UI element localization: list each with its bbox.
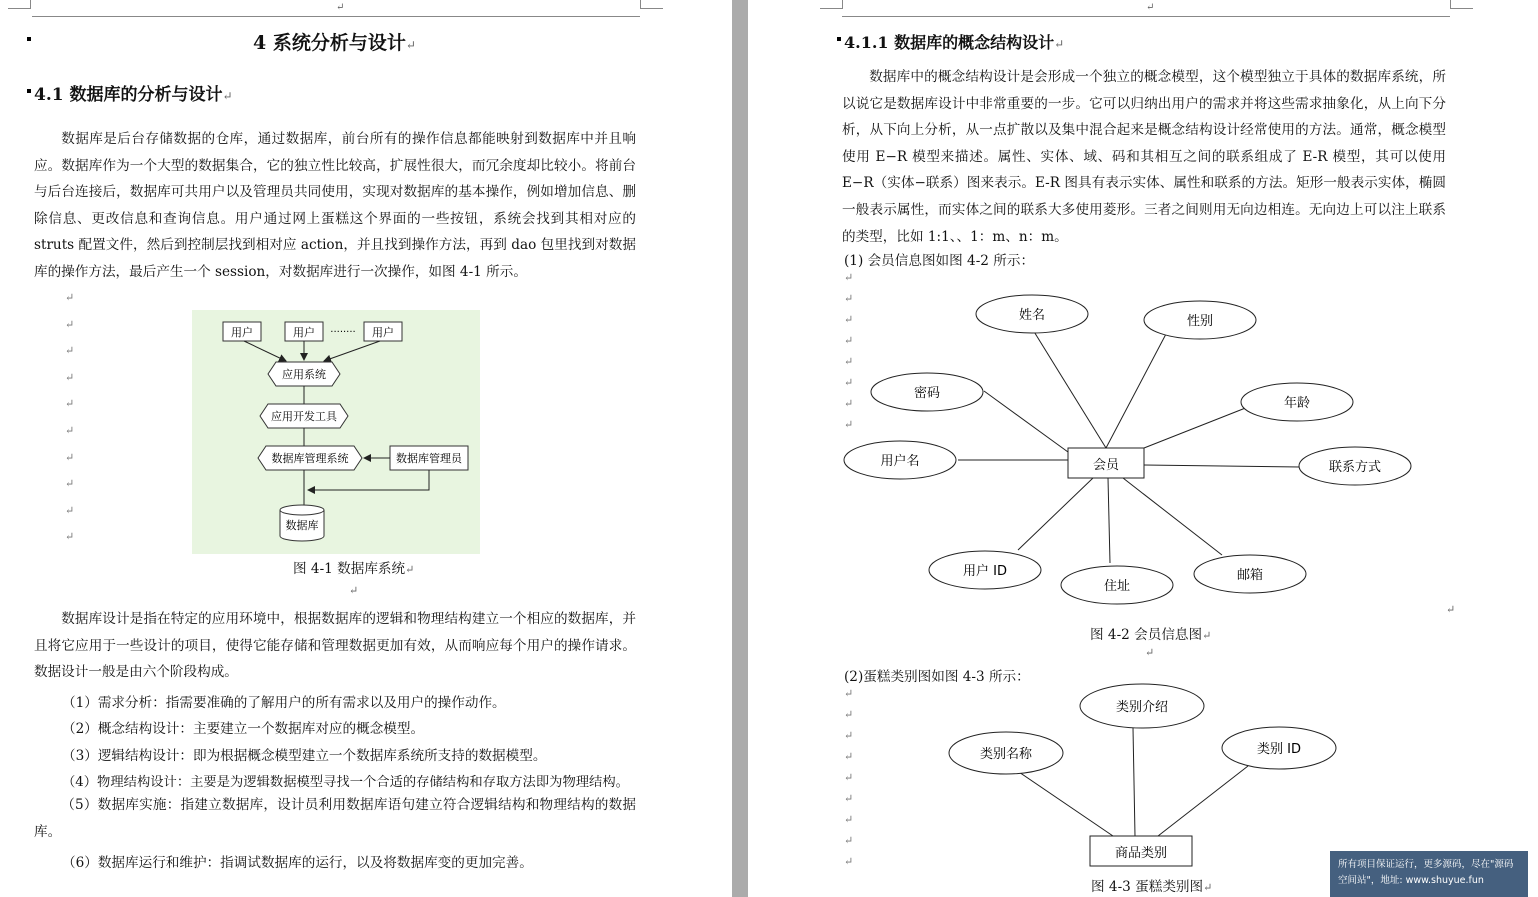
- attr-contact: [1299, 447, 1411, 485]
- margin-corner-mark: [8, 0, 31, 9]
- margin-corner-mark: [820, 0, 843, 9]
- svg-text:类别介绍: 类别介绍: [1115, 700, 1169, 715]
- er-edges: [958, 330, 1300, 563]
- paragraph-mark: ↵: [1145, 646, 1155, 659]
- heading-bullet: [27, 89, 31, 93]
- attr-gender: [1144, 301, 1256, 339]
- svg-text:年龄: 年龄: [1283, 396, 1311, 411]
- watermark-line-2: 空间站"，地址: www.shuyue.fun: [1338, 875, 1484, 886]
- svg-text:用户: 用户: [231, 326, 253, 339]
- svg-text:数据库管理系统: 数据库管理系统: [271, 452, 349, 465]
- svg-text:应用开发工具: 应用开发工具: [271, 410, 337, 423]
- document-page-right: [748, 0, 1538, 897]
- er-edge: [1144, 407, 1248, 448]
- attr-age: [1241, 383, 1353, 421]
- paragraph-mark: ↵: [336, 2, 345, 13]
- figure-background: [192, 310, 480, 554]
- svg-text:类别 ID: 类别 ID: [1257, 742, 1301, 757]
- svg-text:用户 ID: 用户 ID: [963, 564, 1007, 579]
- app-system-node: [268, 362, 340, 386]
- design-step: （2）概念结构设计：主要建立一个数据库对应的概念模型。: [62, 721, 425, 737]
- er-edge: [1123, 478, 1222, 555]
- svg-text:用户名: 用户名: [880, 454, 920, 469]
- list-item: (2)蛋糕类别图如图 4-3 所示：: [844, 669, 1030, 685]
- svg-text:住址: 住址: [1103, 579, 1131, 594]
- er-edge: [1158, 766, 1248, 836]
- svg-text:应用系统: 应用系统: [282, 368, 326, 381]
- attr-user-id: [929, 551, 1041, 589]
- list-item: (1) 会员信息图如图 4-2 所示：: [844, 253, 1035, 269]
- svg-text:姓名: 姓名: [1018, 308, 1046, 323]
- member-entity: [1068, 448, 1144, 478]
- paragraph-mark: ↵: [349, 584, 359, 597]
- svg-text:数据库: 数据库: [285, 519, 319, 532]
- svg-text:用户: 用户: [372, 326, 394, 339]
- document-page-left: [0, 0, 732, 897]
- dbms-node: [258, 446, 362, 470]
- member-er-diagram: [748, 280, 1538, 610]
- design-step: （3）逻辑结构设计：即为根据概念模型建立一个数据库系统所支持的数据模型。: [62, 748, 547, 764]
- er-edge: [1033, 330, 1106, 448]
- er-edge: [1106, 334, 1166, 448]
- attr-category-intro: [1080, 684, 1204, 728]
- svg-text:会员: 会员: [1092, 458, 1120, 473]
- user-box-3: [364, 322, 402, 341]
- attr-username: [844, 441, 956, 479]
- er-edge: [984, 391, 1068, 452]
- chapter-title: 4 系统分析与设计↵: [253, 32, 416, 54]
- category-er-diagram: [748, 680, 1538, 870]
- figure-caption: 图 4-1 数据库系统↵: [293, 561, 415, 577]
- empty-paragraph-marks: ↵ ↵ ↵ ↵ ↵ ↵ ↵ ↵: [844, 271, 854, 431]
- ellipsis-dots: ········: [330, 327, 356, 338]
- margin-corner-mark: [640, 0, 663, 9]
- user-box-1: [223, 322, 261, 341]
- database-system-figure: [192, 310, 480, 554]
- subsection-title: 4.1.1 数据库的概念结构设计↵: [844, 33, 1065, 52]
- attr-category-id: [1222, 727, 1336, 769]
- empty-paragraph-marks: ↵ ↵ ↵ ↵ ↵ ↵ ↵ ↵ ↵: [844, 687, 854, 868]
- attr-email: [1194, 555, 1306, 593]
- svg-text:联系方式: 联系方式: [1328, 460, 1382, 475]
- svg-text:密码: 密码: [913, 386, 941, 401]
- paragraph-mark: ↵: [1446, 603, 1456, 616]
- svg-text:商品类别: 商品类别: [1114, 846, 1168, 861]
- er-edge: [1018, 478, 1093, 550]
- margin-corner-mark: [1450, 0, 1473, 9]
- database-cylinder: [280, 505, 324, 541]
- body-paragraph: 数据库中的概念结构设计是会形成一个独立的概念模型，这个模型独立于具体的数据库系统，所以说它是数据库设计中非常重要的一步。它可以归纳出用户的需求并将这些需求抽象化，从上向下分析，从下向上分析，从一点扩散以及集中混合起来是概念结构设计经常使用的方法。通常，概念模型使用 E−R 模型来描述。属性、实体、域、码和其相互之间的联系组成了 E-R 模型，其可以使用 E−R（实体−联系）图来表示。E-R 图具有表示实体、属性和联系的方法。矩形一般表示实体，椭圆一般表示属性，而实体之间的联系大多使用菱形。三者之间则用无向边相连。无向边上可以注上联系的类型，比如 1:1、、1：m、n：m。: [842, 69, 1446, 245]
- svg-text:用户: 用户: [293, 326, 315, 339]
- attr-name: [976, 295, 1088, 333]
- er-edge: [1016, 770, 1113, 836]
- watermark-banner: [1330, 851, 1528, 897]
- attr-address: [1061, 566, 1173, 604]
- dev-tool-node: [260, 404, 348, 428]
- er-edge: [1133, 728, 1135, 836]
- design-step: （6）数据库运行和维护：指调试数据库的运行，以及将数据库变的更加完善。: [62, 855, 533, 871]
- section-title: 4.1 数据库的分析与设计↵: [34, 85, 233, 105]
- body-paragraph: 数据库设计是指在特定的应用环境中，根据数据库的逻辑和物理结构建立一个相应的数据库，并且将它应用于一些设计的项目，使得它能存储和管理数据更加有效，从而响应每个用户的操作请求。数据设计一般是由六个阶段构成。: [34, 611, 636, 681]
- er-edge: [1108, 478, 1110, 563]
- body-paragraph: 数据库是后台存储数据的仓库，通过数据库，前台所有的操作信息都能映射到数据库中并且响应。数据库作为一个大型的数据集合，它的独立性比较高，扩展性很大，而冗余度却比较小。将前台与后台连接后，数据库可共用户以及管理员共同使用，实现对数据库的基本操作，例如增加信息、删除信息、更改信息和查询信息。用户通过网上蛋糕这个界面的一些按钮，系统会找到其相对应的 struts 配置文件，然后到控制层找到相对应 action，并且找到操作方法，再到 dao 包里找到对数据库的操作方法，最后产生一个 session，对数据库进行一次操作，如图 4-1 所示。: [34, 131, 636, 280]
- header-rule: [32, 16, 640, 17]
- empty-paragraph-marks: ↵ ↵ ↵ ↵ ↵ ↵ ↵ ↵ ↵ ↵: [65, 291, 75, 544]
- er-edge: [1144, 465, 1300, 467]
- svg-text:数据库管理员: 数据库管理员: [396, 452, 462, 465]
- paragraph-mark: ↵: [1146, 2, 1155, 13]
- watermark-line-1: 所有项目保证运行，更多源码，尽在"源码: [1338, 859, 1514, 870]
- user-box-2: [285, 322, 323, 341]
- header-rule: [842, 16, 1450, 17]
- svg-text:类别名称: 类别名称: [979, 747, 1033, 762]
- svg-text:邮箱: 邮箱: [1236, 568, 1264, 583]
- svg-text:性别: 性别: [1186, 314, 1214, 329]
- design-step: （1）需求分析：指需要准确的了解用户的所有需求以及用户的操作动作。: [62, 695, 506, 711]
- heading-bullet: [837, 37, 841, 41]
- figure-caption: 图 4-2 会员信息图↵: [1090, 627, 1212, 643]
- heading-bullet: [27, 37, 31, 41]
- design-step: （5）数据库实施：指建立数据库，设计员利用数据库语句建立符合逻辑结构和物理结构的数据库。: [34, 797, 636, 840]
- dba-box: [390, 446, 468, 470]
- attr-password: [871, 373, 983, 411]
- figure-caption: 图 4-3 蛋糕类别图↵: [1091, 879, 1213, 895]
- category-entity: [1090, 836, 1192, 866]
- design-step: （4）物理结构设计：主要是为逻辑数据模型寻找一个合适的存储结构和存取方法即为物理结构。: [62, 775, 629, 790]
- attr-category-name: [949, 732, 1063, 774]
